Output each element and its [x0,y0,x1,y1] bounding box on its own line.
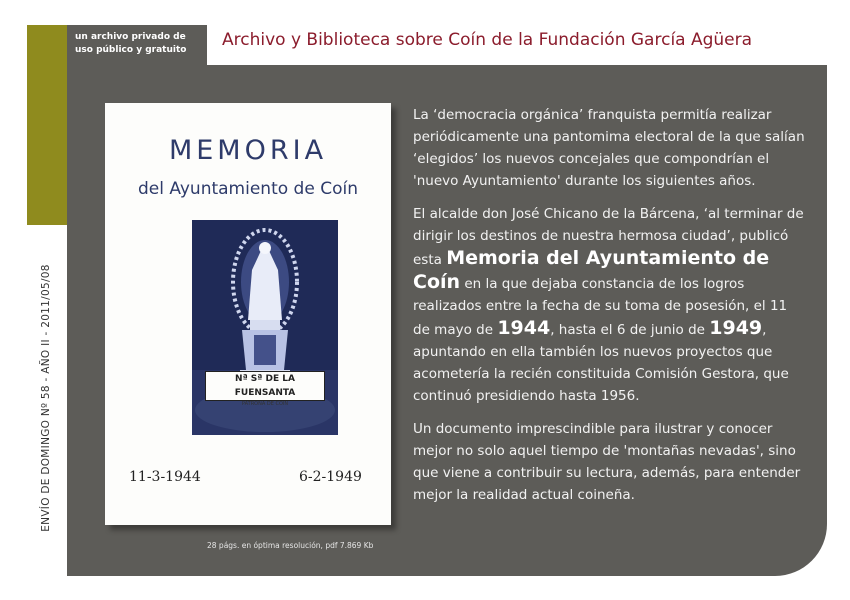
plaque-line-1: Nª Sª DE LA FUENSANTA [234,374,296,398]
year-start: 1944 [497,317,551,339]
paragraph-2 [413,203,806,407]
issue-label: ENVÍO DE DOMINGO Nº 58 - AÑO II - 2011/05/08 [40,264,52,532]
cover-title: MEMORIA [168,135,328,166]
publication-title: Memoria del Ayuntamiento de Coín [413,247,770,293]
statue-plaque [205,371,325,407]
paragraph-2-text-a: El alcalde don José Chicano de la Bárcena, ‘al terminar de dirigir los destinos de nuestra hermosa ciudad’, publicó esta [413,206,804,268]
year-end: 1949 [709,317,763,339]
cover-date-end: 6-2-1949 [299,469,362,485]
paragraph-2-text-b: en la que dejaba constancia de los logros realizados entre la fecha de su toma de posesión, el 11 de mayo de [413,276,788,338]
paragraph-2-text-c: , hasta el 6 de junio de [550,322,705,338]
tagline-line-2: uso público y gratuito [75,45,187,55]
paragraph-1: La ‘democracia orgánica’ franquista permitía realizar periódicamente una pantomima electoral de la que salían ‘elegidos’ los nuevos concejales que compondrían el 'nuevo Ayuntamiento' durante los siguientes años. [413,107,805,189]
cover-subtitle: del Ayuntamiento de Coín [138,179,358,199]
tagline-line-1: un archivo privado de [75,32,186,42]
book-cover[interactable] [105,103,391,525]
cover-caption: 28 págs. en óptima resolución, pdf 7.869 Kb [207,541,374,550]
paragraph-3: Un documento imprescindible para ilustrar y conocer mejor no solo aquel tiempo de 'montañas nevadas', sino que viene a contribuir su lectura, además, para entender mejor la realidad actual coineña. [413,421,801,503]
tagline [67,25,207,65]
olive-accent-bar [27,25,67,225]
paragraph-2-text-d: , apuntando en ella también los nuevos proyectos que acometería la recién constituida Comisión Gestora, que continuó presidiendo hasta 1956. [413,322,789,404]
cover-date-start: 11-3-1944 [129,469,201,485]
page-title: Archivo y Biblioteca sobre Coín de la Fundación García Agüera [222,30,753,50]
article-body [413,104,806,517]
plaque-line-2: PATRONA DE COIN [241,401,289,407]
